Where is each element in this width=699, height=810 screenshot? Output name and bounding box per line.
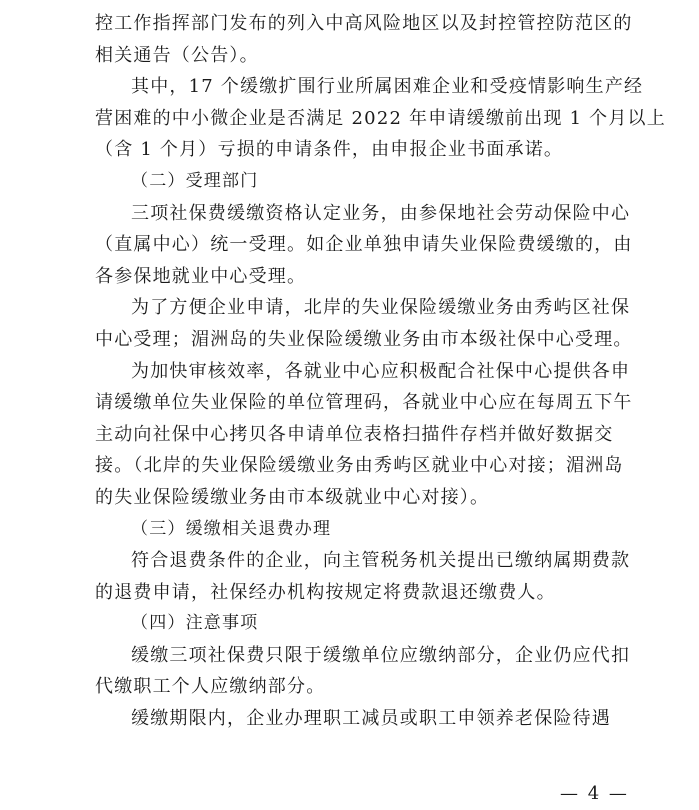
text-line: （含 1 个月）亏损的申请条件，由申报企业书面承诺。 [95, 139, 564, 161]
paragraph-start: 缓缴三项社保费只限于缓缴单位应缴纳部分，企业仍应代扣 [131, 644, 631, 666]
page-number: — 4 — [560, 783, 629, 804]
text-line: 相关通告（公告）。 [95, 44, 259, 66]
text-line: 请缓缴单位失业保险的单位管理码，各就业中心应在每周五下午 [95, 392, 633, 414]
document-body [95, 8, 666, 735]
paragraph-start: 三项社保费缓缴资格认定业务，由参保地社会劳动保险中心 [131, 202, 631, 224]
text-line: 的退费申请，社保经办机构按规定将费款退还缴费人。 [95, 581, 556, 603]
text-line: 主动向社保中心拷贝各申请单位表格扫描件存档并做好数据交 [95, 423, 614, 445]
text-line: 接。（北岸的失业保险缓缴业务由秀屿区就业中心对接；湄洲岛 [95, 455, 624, 477]
paragraph-start: 其中，17 个缓缴扩围行业所属困难企业和受疫情影响生产经 [131, 76, 644, 98]
text-line: 控工作指挥部门发布的列入中高风险地区以及封控管控防范区的 [95, 13, 633, 34]
text-line: 营困难的中小微企业是否满足 2022 年申请缓缴前出现 1 个月以上 [95, 107, 666, 129]
section-heading-refund: （三）缓缴相关退费办理 [131, 518, 332, 539]
section-heading-notes: （四）注意事项 [131, 613, 259, 634]
text-line: 中心受理；湄洲岛的失业保险缓缴业务由市本级社保中心受理。 [95, 328, 633, 350]
text-line: 各参保地就业中心受理。 [95, 265, 307, 287]
section-heading-acceptance: （二）受理部门 [131, 170, 259, 191]
text-line: （直属中心）统一受理。如企业单独申请失业保险费缓缴的，由 [95, 234, 633, 256]
paragraph-start: 缓缴期限内，企业办理职工减员或职工申领养老保险待遇 [131, 708, 611, 730]
paragraph-start: 为加快审核效率，各就业中心应积极配合社保中心提供各申 [131, 360, 631, 382]
paragraph-start: 为了方便企业申请，北岸的失业保险缓缴业务由秀屿区社保 [131, 297, 631, 319]
text-line: 的失业保险缓缴业务由市本级就业中心对接）。 [95, 486, 490, 508]
paragraph-start: 符合退费条件的企业，向主管税务机关提出已缴纳属期费款 [131, 550, 631, 572]
text-line: 代缴职工个人应缴纳部分。 [95, 676, 326, 698]
